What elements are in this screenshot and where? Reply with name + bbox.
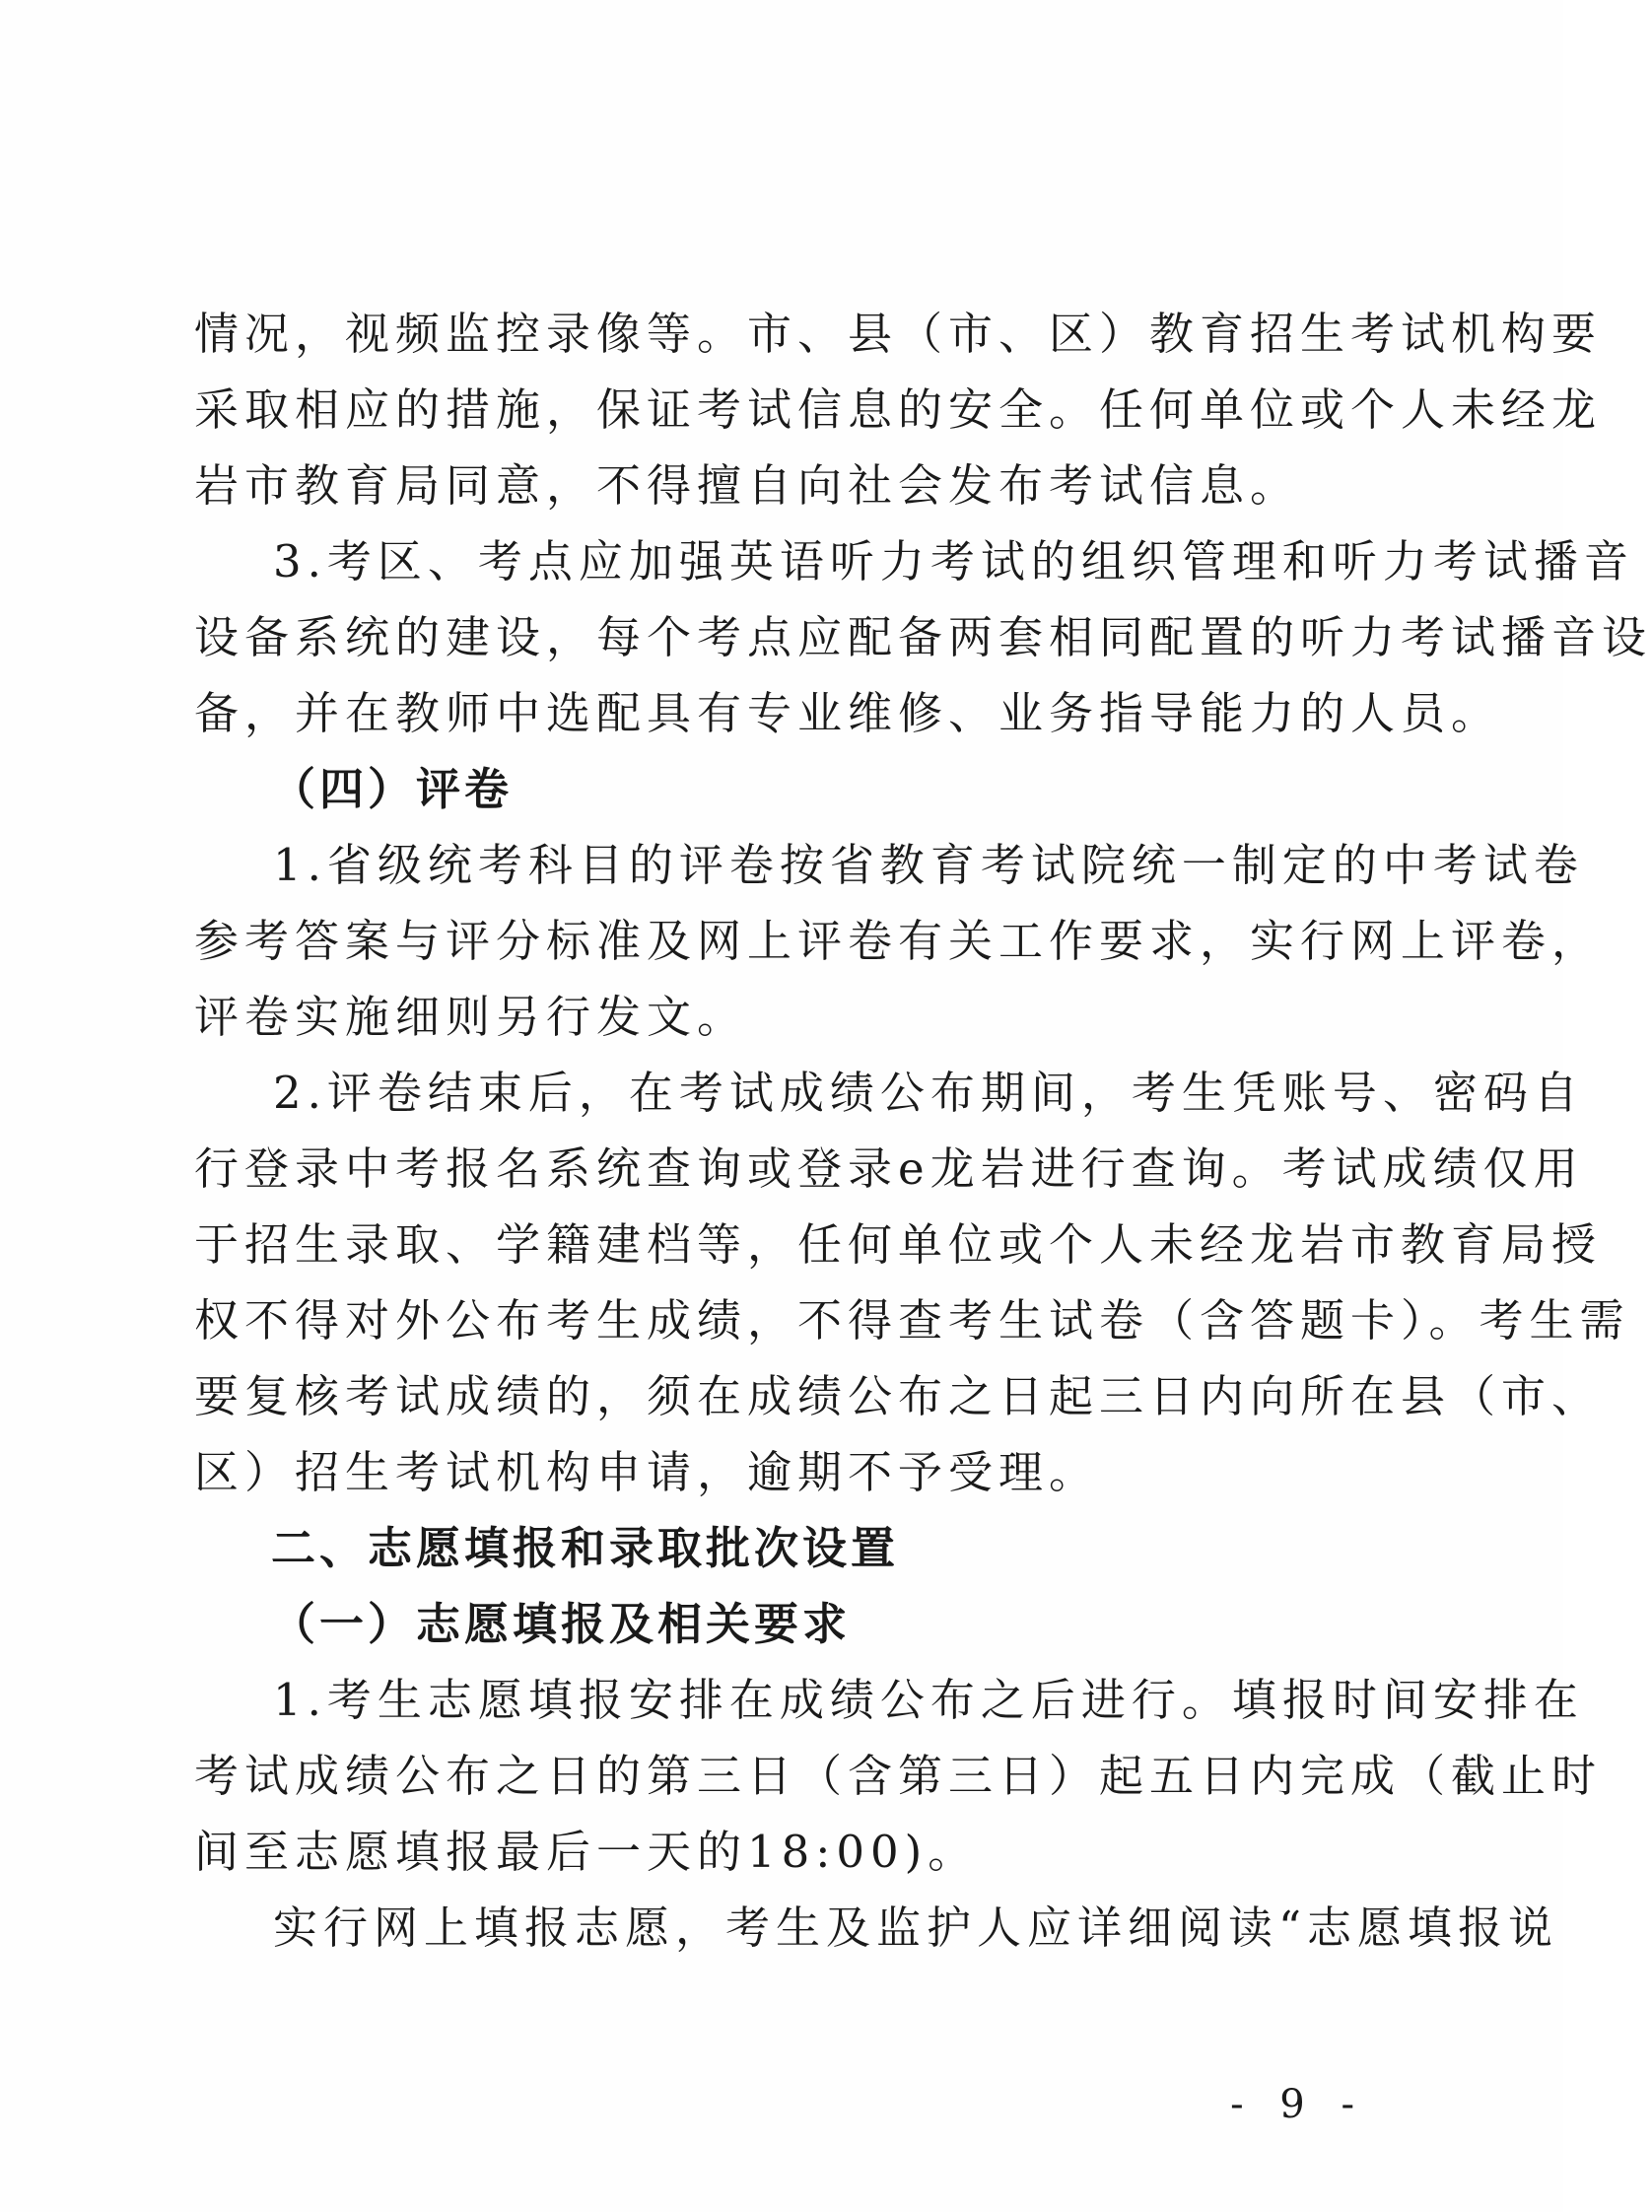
section-heading: （一）志愿填报及相关要求 <box>271 1598 852 1650</box>
section-heading: （四）评卷 <box>271 763 514 815</box>
text-line: 实行网上填报志愿，考生及监护人应详细阅读“志愿填报说 <box>273 1901 1559 1954</box>
text-line: 设备系统的建设，每个考点应配备两套相同配置的听力考试播音设 <box>194 611 1652 663</box>
text-line: 情况，视频监控录像等。市、县（市、区）教育招生考试机构要 <box>194 308 1603 360</box>
page-number: - 9 - <box>1230 2082 1366 2127</box>
text-line: 3.考区、考点应加强英语听力考试的组织管理和听力考试播音 <box>273 535 1634 588</box>
text-line: 要复核考试成绩的，须在成绩公布之日起三日内向所在县（市、 <box>194 1370 1603 1422</box>
text-line: 备，并在教师中选配具有专业维修、业务指导能力的人员。 <box>194 687 1502 739</box>
text-line: 行登录中考报名系统查询或登录e龙岩进行查询。考试成绩仅用 <box>194 1142 1584 1195</box>
text-line: 区）招生考试机构申请，逾期不予受理。 <box>194 1446 1100 1498</box>
text-line: 1.省级统考科目的评卷按省教育考试院统一制定的中考试卷 <box>273 839 1584 891</box>
text-line: 岩市教育局同意，不得擅自向社会发布考试信息。 <box>194 459 1301 512</box>
text-line: 采取相应的措施，保证考试信息的安全。任何单位或个人未经龙 <box>194 383 1603 436</box>
text-line: 权不得对外公布考生成绩，不得查考生试卷（含答题卡）。考生需 <box>194 1294 1630 1347</box>
document-body <box>194 296 1652 1966</box>
text-line: 2.评卷结束后，在考试成绩公布期间，考生凭账号、密码自 <box>273 1067 1584 1119</box>
text-line: 1.考生志愿填报安排在成绩公布之后进行。填报时间安排在 <box>273 1674 1584 1726</box>
section-heading: 二、志愿填报和录取批次设置 <box>271 1522 900 1574</box>
text-line: 考试成绩公布之日的第三日（含第三日）起五日内完成（截止时 <box>194 1750 1603 1802</box>
text-line: 评卷实施细则另行发文。 <box>194 991 748 1043</box>
text-line: 于招生录取、学籍建档等，任何单位或个人未经龙岩市教育局授 <box>194 1218 1603 1271</box>
text-line: 参考答案与评分标准及网上评卷有关工作要求，实行网上评卷， <box>194 915 1603 967</box>
text-line: 间至志愿填报最后一天的18:00)。 <box>194 1826 979 1878</box>
paragraph-lines <box>194 296 1652 1966</box>
